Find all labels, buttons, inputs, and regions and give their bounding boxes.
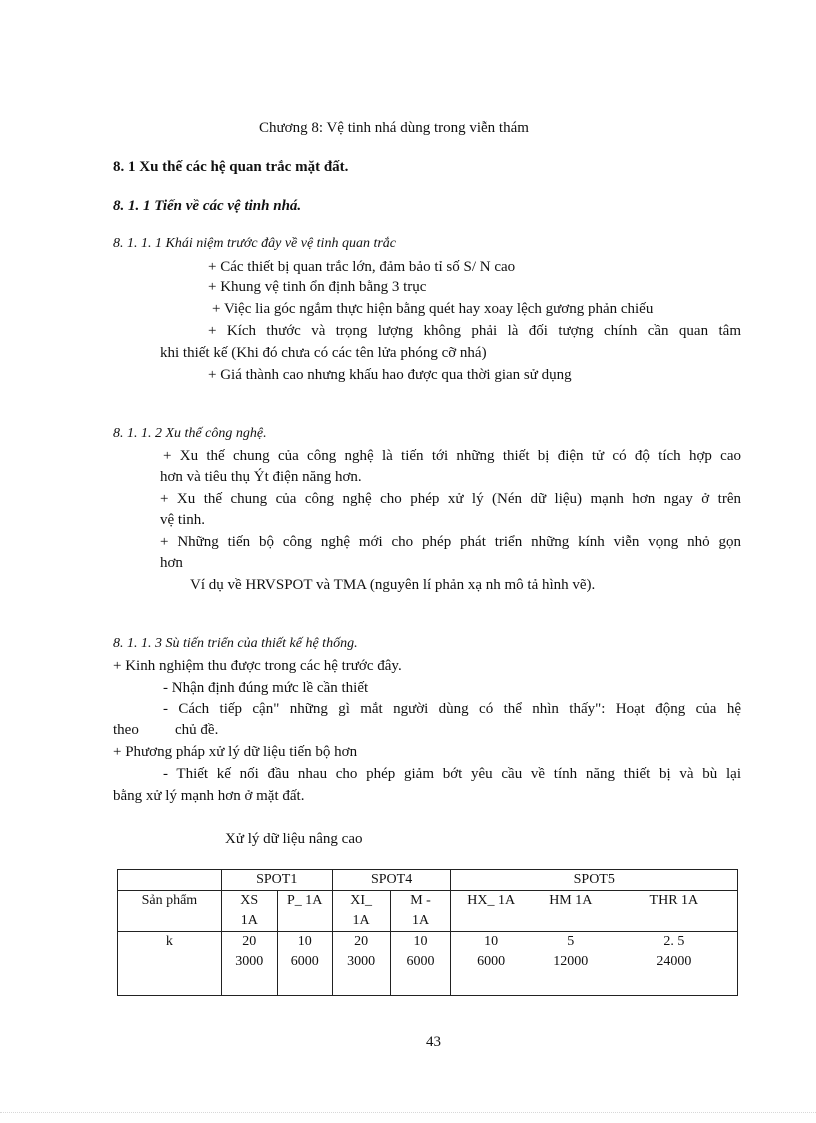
table-cell: [451, 932, 531, 996]
text-line: chủ đề.: [175, 722, 219, 738]
text-line: hơn và tiêu thụ Ýt điện năng hơn.: [160, 469, 362, 485]
table-value: 5: [567, 934, 575, 949]
text-line: + Khung vệ tinh ổn định bằng 3 trục: [208, 279, 427, 295]
table-col-header-line: XS: [240, 893, 259, 908]
table-group-header: SPOT4: [332, 870, 451, 891]
subsection-8-1-1-2-heading: 8. 1. 1. 2 Xu thế công nghệ.: [113, 426, 267, 441]
table-value: 3000: [235, 954, 264, 969]
text-line: + Phương pháp xử lý dữ liệu tiến bộ hơn: [113, 744, 358, 760]
table-col-header-line: XI_: [350, 893, 372, 908]
spot-table: [117, 869, 738, 996]
section-8-1-1-heading: 8. 1. 1 Tiến về các vệ tinh nhá.: [113, 198, 302, 214]
table-col-header: [611, 891, 738, 932]
table-col-header-line: 1A: [240, 913, 258, 928]
table-group-header: SPOT1: [221, 870, 332, 891]
text-line: Ví dụ về HRVSPOT và TMA (nguyên lí phản xạ nh mô tả hình vẽ).: [190, 577, 596, 593]
table-col-header-line: THR 1A: [649, 893, 699, 908]
table-cell: [611, 932, 738, 996]
table-col-header: [332, 891, 390, 932]
table-value: 6000: [290, 954, 319, 969]
table-col-header-line: HX_ 1A: [467, 893, 516, 908]
text-line: khi thiết kế (Khi đó chưa có các tên lửa phóng cỡ nhá): [160, 345, 487, 361]
text-line: - Cách tiếp cận" những gì mắt người dùng có thể nhìn thấy": Hoạt động của hệ: [163, 701, 741, 717]
table-cell: [277, 932, 332, 996]
text-line: hơn: [160, 555, 183, 571]
table-col-header: [390, 891, 451, 932]
subsection-8-1-1-3-heading: 8. 1. 1. 3 Sù tiến triển của thiết kế hệ thống.: [113, 636, 358, 651]
table-value: 2. 5: [663, 934, 685, 949]
table-col-header: [277, 891, 332, 932]
section-8-1-heading: 8. 1 Xu thế các hệ quan trắc mặt đất.: [113, 159, 349, 175]
table-col-header: [531, 891, 611, 932]
table-value: 24000: [656, 954, 692, 969]
text-line: bằng xử lý mạnh hơn ở mặt đất.: [113, 788, 305, 804]
table-col-header-line: 1A: [411, 913, 430, 928]
table-row: [118, 870, 738, 891]
table-cell: [390, 932, 451, 996]
table-value: 3000: [347, 954, 376, 969]
text-line: + Kích thước và trọng lượng không phải là đối tượng chính cần quan tâm: [208, 323, 741, 339]
text-line: + Giá thành cao nhưng khấu hao được qua thời gian sử dụng: [208, 367, 572, 383]
table-value: 6000: [406, 954, 435, 969]
table-caption: Xử lý dữ liệu nâng cao: [225, 831, 363, 847]
table-col-header-line: HM 1A: [549, 893, 593, 908]
subsection-8-1-1-1-heading: 8. 1. 1. 1 Khái niệm trước đây về vệ tinh quan trắc: [113, 236, 397, 251]
table-col-header-line: M -: [410, 893, 431, 908]
chapter-title: Chương 8: Vệ tinh nhá dùng trong viễn thám: [259, 120, 529, 136]
table-group-header: SPOT5: [451, 870, 738, 891]
table-col-header: [221, 891, 277, 932]
text-line: + Những tiến bộ công nghệ mới cho phép phát triển những kính viễn vọng nhỏ gọn: [160, 534, 741, 550]
table-value: 10: [297, 934, 312, 949]
page-bottom-divider: [0, 1112, 816, 1113]
text-line: - Nhận định đúng mức lề cần thiết: [163, 680, 369, 696]
table-row-header: Sản phẩm: [118, 891, 222, 932]
table-row-label: k: [118, 932, 222, 996]
page-number: 43: [426, 1034, 441, 1050]
table-value: 10: [413, 934, 428, 949]
table-value: 20: [354, 934, 369, 949]
text-line: + Xu thế chung của công nghệ là tiến tới những thiết bị điện tử có độ tích hợp cao: [163, 448, 741, 464]
text-line: - Thiết kế nối đầu nhau cho phép giảm bớt yêu cầu về tính năng thiết bị và bù lại: [163, 766, 741, 782]
table-cell: [332, 932, 390, 996]
table-value: 12000: [553, 954, 589, 969]
table-cell: [531, 932, 611, 996]
text-line: + Xu thế chung của công nghệ cho phép xử lý (Nén dữ liệu) mạnh hơn ngay ở trên: [160, 491, 741, 507]
table-cell: [221, 932, 277, 996]
text-line: + Kinh nghiệm thu được trong các hệ trước đây.: [113, 658, 402, 674]
text-line: vệ tinh.: [160, 512, 205, 528]
table-col-header-line: P_ 1A: [286, 893, 323, 908]
table-col-header-line: 1A: [352, 913, 370, 928]
text-line: + Các thiết bị quan trắc lớn, đảm bảo tỉ số S/ N cao: [208, 259, 516, 275]
table-value: 20: [242, 934, 257, 949]
text-line: + Việc lia góc ngắm thực hiện bằng quét hay xoay lệch gương phản chiếu: [212, 301, 654, 317]
table-value: 10: [484, 934, 499, 949]
text-line: theo: [113, 722, 139, 738]
table-col-header: [451, 891, 531, 932]
table-row: [118, 891, 738, 932]
table-row: [118, 932, 738, 996]
table-value: 6000: [477, 954, 506, 969]
table-cell: [118, 870, 222, 891]
